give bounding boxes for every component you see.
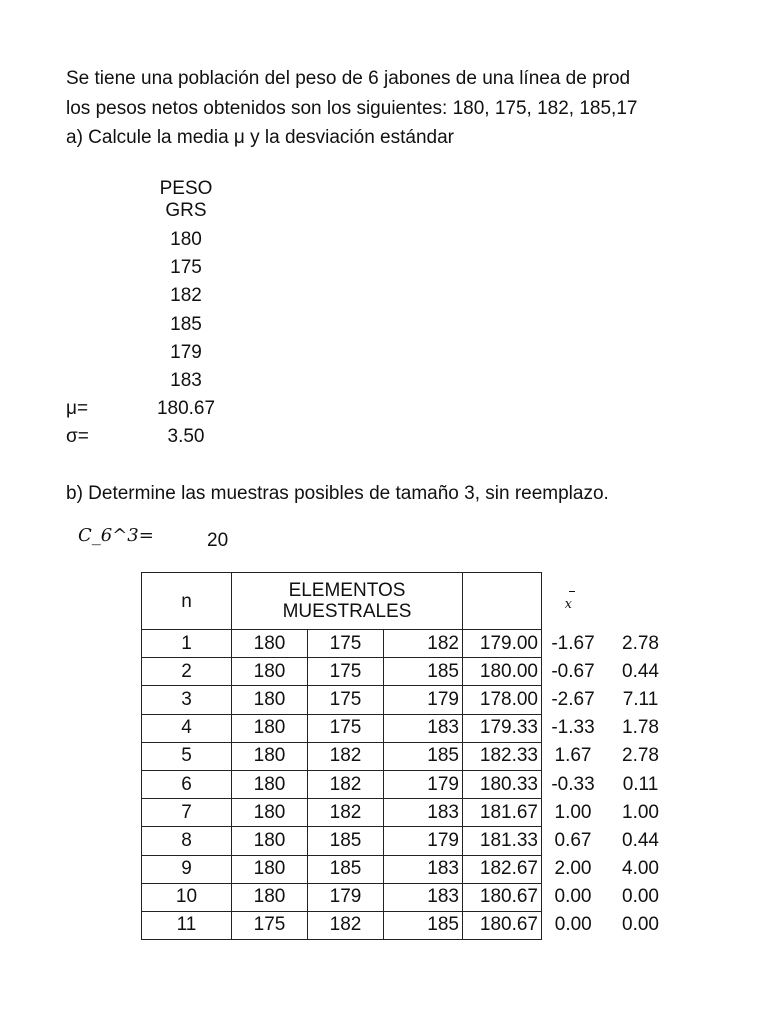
deviation-cell: 1.00 [554,801,592,823]
element-1-cell: 180 [232,799,308,827]
sample-mean-cell: 180.00 [463,658,542,686]
weights-column [140,178,232,395]
sample-mean-cell: 181.67 [463,799,542,827]
squared-deviation-cell: 7.11 [622,688,659,710]
header-elements [232,573,463,630]
element-2-cell: 185 [308,855,384,883]
row-number-cell: 4 [142,714,232,742]
deviation-cell: -0.33 [551,773,595,795]
row-number-cell: 10 [142,883,232,911]
squared-deviation-cell: 2.78 [622,632,659,654]
element-3-cell: 185 [384,658,463,686]
mean-label: μ= [66,398,89,419]
deviation-cell: 0.00 [554,886,592,908]
row-number-cell: 6 [142,770,232,798]
sample-mean-cell: 180.67 [463,883,542,911]
element-2-cell: 182 [308,770,384,798]
std-dev-label: σ= [66,426,89,447]
weight-value: 185 [170,313,202,335]
weight-value: 180 [170,229,202,250]
intro-line-2: los pesos netos obtenidos son los siguientes: 180, 175, 182, 185,17 [66,98,638,119]
squared-deviation-cell: 1.78 [622,717,659,739]
table-row [142,658,677,686]
element-2-cell: 179 [308,883,384,911]
row-number-cell: 2 [142,658,232,686]
sample-mean-cell: 181.33 [463,827,542,855]
row-number-cell: 11 [142,911,232,939]
question-b: b) Determine las muestras posibles de tamaño 3, sin reemplazo. [66,483,609,504]
mean-value: 180.67 [156,398,216,419]
element-1-cell: 180 [232,630,308,658]
std-dev-value: 3.50 [167,426,205,447]
sample-mean-cell: 179.00 [463,630,542,658]
samples-table-header [142,573,677,630]
table-row [142,714,677,742]
row-number-cell: 8 [142,827,232,855]
table-row [142,827,677,855]
header-squared [605,573,677,630]
deviation-cell: 2.00 [554,858,592,880]
table-row [142,883,677,911]
table-row [142,742,677,770]
row-number-cell: 5 [142,742,232,770]
row-number-cell: 7 [142,799,232,827]
element-1-cell: 180 [232,827,308,855]
header-mean [463,573,572,630]
squared-deviation-cell: 0.11 [622,773,659,795]
squared-deviation-cell: 0.44 [622,660,659,682]
row-number-cell: 9 [142,855,232,883]
element-3-cell: 185 [384,742,463,770]
intro-line-1: Se tiene una población del peso de 6 jabones de una línea de prod [66,68,631,89]
element-1-cell: 180 [232,855,308,883]
sample-mean-cell: 180.67 [463,911,542,939]
weights-header-line2: GRS [165,200,207,221]
element-3-cell: 185 [384,911,463,939]
table-row [142,855,677,883]
header-elements-line1: ELEMENTOS [288,580,406,601]
element-3-cell: 183 [384,855,463,883]
header-elements-line2: MUESTRALES [282,601,412,622]
sample-mean-cell: 182.33 [463,742,542,770]
samples-table [141,572,677,940]
squared-deviation-cell: 2.78 [622,745,659,767]
element-2-cell: 185 [308,827,384,855]
element-2-cell: 182 [308,911,384,939]
sample-mean-cell: 178.00 [463,686,542,714]
element-2-cell: 175 [308,630,384,658]
element-2-cell: 175 [308,658,384,686]
deviation-cell: 1.67 [554,745,592,767]
element-2-cell: 182 [308,799,384,827]
element-1-cell: 175 [232,911,308,939]
weights-header-line1: PESO [159,178,213,199]
element-1-cell: 180 [232,714,308,742]
element-2-cell: 175 [308,714,384,742]
table-row [142,799,677,827]
element-2-cell: 182 [308,742,384,770]
element-3-cell: 179 [384,770,463,798]
element-1-cell: 180 [232,658,308,686]
deviation-cell: -2.67 [551,688,595,710]
header-deviation [542,573,605,630]
element-1-cell: 180 [232,686,308,714]
element-2-cell: 175 [308,686,384,714]
deviation-cell: -0.67 [551,660,595,682]
element-3-cell: 183 [384,883,463,911]
element-3-cell: 183 [384,799,463,827]
weight-value: 179 [170,341,202,363]
element-3-cell: 179 [384,827,463,855]
squared-deviation-cell: 0.00 [622,886,659,908]
weights-values [140,226,232,395]
table-row [142,686,677,714]
squared-deviation-cell: 0.44 [622,829,659,851]
weights-header [140,178,232,226]
deviation-cell: -1.33 [551,717,595,739]
table-row [142,770,677,798]
element-1-cell: 180 [232,883,308,911]
row-number-cell: 3 [142,686,232,714]
deviation-cell: -1.67 [551,632,595,654]
element-3-cell: 182 [384,630,463,658]
x-bar-symbol: x [565,594,572,615]
squared-deviation-cell: 0.00 [622,914,659,936]
weight-value: 183 [170,369,202,391]
sample-mean-cell: 179.33 [463,714,542,742]
weight-value: 182 [170,285,202,307]
element-3-cell: 183 [384,714,463,742]
row-number-cell: 1 [142,630,232,658]
header-n: n [142,573,232,630]
combination-formula: C_6^3= [78,525,154,546]
element-1-cell: 180 [232,742,308,770]
weight-value: 175 [170,257,202,279]
sample-mean-cell: 180.33 [463,770,542,798]
squared-deviation-cell: 1.00 [622,801,659,823]
samples-table-body [142,630,677,940]
combination-value: 20 [207,530,229,551]
question-a: a) Calcule la media μ y la desviación estándar [66,127,454,148]
squared-deviation-cell: 4.00 [622,858,659,880]
deviation-cell: 0.67 [554,829,592,851]
deviation-cell: 0.00 [554,914,592,936]
sample-mean-cell: 182.67 [463,855,542,883]
table-row [142,630,677,658]
element-1-cell: 180 [232,770,308,798]
table-row [142,911,677,939]
element-3-cell: 179 [384,686,463,714]
